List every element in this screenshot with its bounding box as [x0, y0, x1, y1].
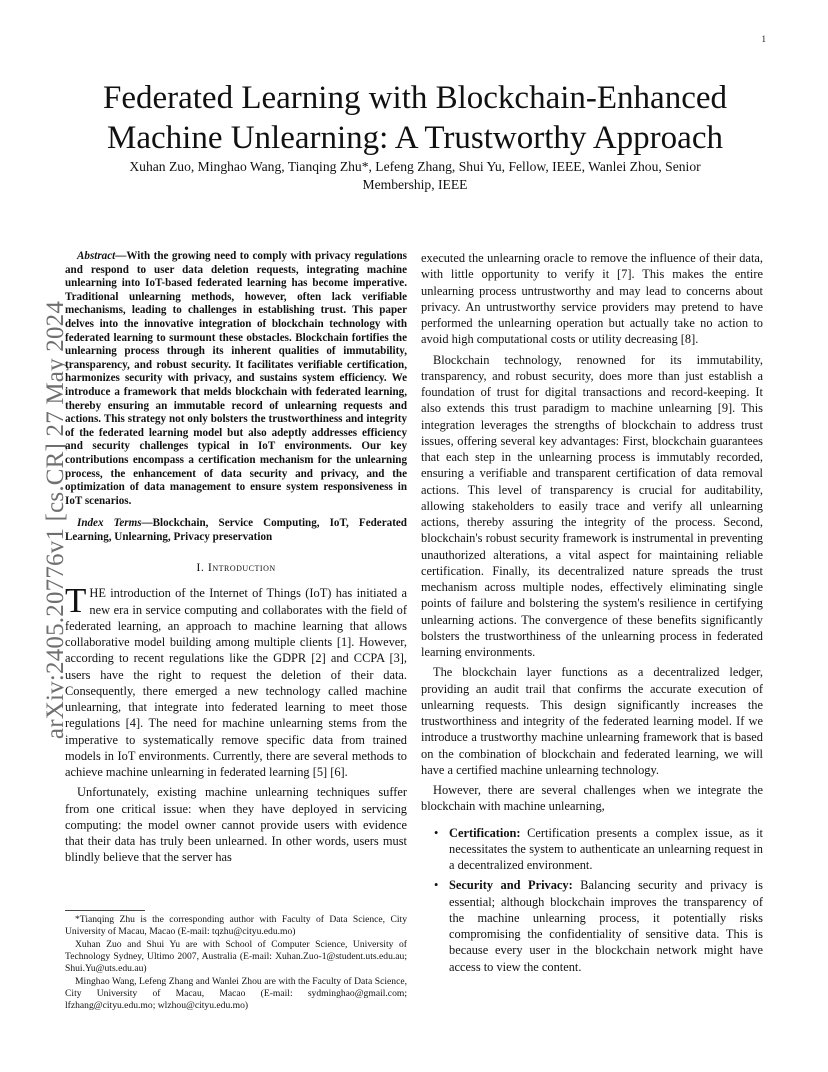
intro-paragraph-1	[65, 581, 407, 780]
intro-paragraph-3: Blockchain technology, renowned for its immutability, transparency, and robust security, does more than just establish a foundation of trust for digital transactions and record-keeping. It also extends this trust paradigm to machine unlearning [9]. This integration leverages the strengths of blockchain to address trust issues, offering several key advantages: First, blockchain guarantees that each step in the unlearning process is immutably recorded, ensuring a verifiable and transparent certification of data removal actions. This level of transparency is crucial for auditability, allowing stakeholders to easily trace and verify all unlearning actions, thereby assuring the integrity of the process. Second, blockchain's robust security framework is instrumental in preventing unauthorized alterations, a vital aspect for maintaining reliable certification. Finally, its decentralized nature spreads the trust mechanism across multiple nodes, effectively eliminating single points of failure and bolstering the system's resilience in certifying unlearning actions. The convergence of these benefits significantly bolsters the trustworthiness of the unlearning process in federated learning environments.	[421, 352, 763, 659]
list-item-certification	[421, 825, 763, 874]
footnote-corresponding-author: *Tianqing Zhu is the corresponding author with Faculty of Data Science, City University of Macau, Macao (E-mail: tqzhu@cityu.edu.mo)	[65, 914, 407, 937]
drop-cap: T	[65, 581, 87, 621]
intro-paragraph-1-text: HE introduction of the Internet of Things (IoT) has initiated a new era in service computing and collaborates with the field of federated learning, an approach to machine learning that allows collaborative model building among multiple clients [1]. However, according to recent regulations like the GDPR [2] and CCPA [3], users have the right to request the deletion of their data. Consequently, there emerged a new technology called machine unlearning, that integrate into federated learning to meet those regulations [4]. The need for machine unlearning stems from the imperative to systematically remove specific data from trained models in IoT environments. Currently, there are several methods to achieve machine unlearning in federated learning [5] [6].	[65, 586, 407, 780]
abstract	[65, 250, 407, 508]
title-line-2: Machine Unlearning: A Trustworthy Approach	[107, 120, 723, 156]
index-terms-text: —Blockchain, Service Computing, IoT, Federated Learning, Unlearning, Privacy preservation	[65, 517, 407, 543]
paper-title	[70, 78, 760, 158]
right-column	[421, 250, 763, 979]
author-list	[70, 158, 760, 194]
intro-paragraph-2: Unfortunately, existing machine unlearning techniques suffer from one critical issue: when they have deployed in servicing computing: the model owner cannot provide users with evidence that their data has truly been unlearned. In other words, users must blindly believe that the server has	[65, 785, 407, 865]
bullet-text: Certification presents a complex issue, as it necessitates the system to authenticate an unlearning request in a decentralized environment.	[449, 825, 763, 872]
bullet-label: Security and Privacy:	[449, 878, 573, 893]
footnotes	[65, 910, 407, 1013]
footnote-affiliation-cityu: Minghao Wang, Lefeng Zhang and Wanlei Zhou are with the Faculty of Data Science, City University of Macau, Macao (E-mail: sydminghao@gmail.com; lfzhang@cityu.edu.mo; wlzhou@cityu.edu.mo)	[65, 976, 407, 1011]
bullet-icon: •	[434, 825, 439, 840]
authors-line-2: Membership, IEEE	[362, 177, 468, 192]
bullet-label: Certification:	[449, 825, 521, 840]
section-heading-introduction: I. Introduction	[196, 560, 276, 575]
intro-paragraph-5: However, there are several challenges when we integrate the blockchain with machine unlearning,	[421, 783, 763, 814]
bullet-text: Balancing security and privacy is essential; although blockchain improves the transparency of the machine unlearning process, it potentially risks compromising the confidentiality of sensitive data. This is because every user in the blockchain network might have access to view the content.	[449, 878, 763, 974]
intro-paragraph-4: The blockchain layer functions as a decentralized ledger, providing an audit trail that confirms the accurate execution of unlearning requests. This design significantly increases the trustworthiness and integrity of the federated learning model. If we introduce a trustworthy machine unlearning framework that is based on the combination of blockchain and federated learning, we will have a certified machine unlearning technology.	[421, 665, 763, 777]
arxiv-identifier-stamp: arXiv:2405.20776v1 [cs.CR] 27 May 2024	[42, 300, 69, 740]
footnote-affiliation-uts: Xuhan Zuo and Shui Yu are with School of Computer Science, University of Technology Sydney, Ultimo 2007, Australia (E-mail: Xuhan.Zuo-1@student.uts.edu.au; Shui.Yu@uts.edu.au)	[65, 939, 407, 974]
page-number: 1	[761, 34, 766, 44]
authors-line-1: Xuhan Zuo, Minghao Wang, Tianqing Zhu*, Lefeng Zhang, Shui Yu, Fellow, IEEE, Wanlei Zhou, Senior	[129, 159, 701, 174]
intro-paragraph-2-continued: executed the unlearning oracle to remove the influence of their data, with little opportunity to verify it [7]. This makes the entire unlearning process untrustworthy and may lead to concerns about privacy. An untrustworthy service providers may pretend to have performed the unlearning operation but actually take no action to avoid high computational costs or utility decreasing [8].	[421, 251, 763, 347]
left-column	[65, 250, 407, 866]
title-line-1: Federated Learning with Blockchain-Enhanced	[102, 80, 727, 116]
abstract-label: Abstract	[77, 250, 116, 262]
list-item-security-privacy	[421, 877, 763, 975]
abstract-text: —With the growing need to comply with privacy regulations and respond to user data deletion requests, integrating machine unlearning into IoT-based federated learning has become imperative. Traditional unlearning methods, however, often lack verifiable mechanisms, leading to challenges in establishing trust. This paper delves into the innovative integration of blockchain technology with federated learning to surmount these obstacles. Blockchain fortifies the unlearning process through its inherent qualities of immutability, transparency, and robust security. It facilitates verifiable certification, harmonizes security with privacy, and sustains system efficiency. We introduce a framework that melds blockchain with federated learning, thereby ensuring an immutable record of unlearning requests and actions. This strategy not only bolsters the trustworthiness and integrity of the federated learning model but also adeptly addresses efficiency and security challenges typical in IoT environments. Our key contributions encompass a certification mechanism for the unlearning process, the enhancement of data security and privacy, and the optimization of data management to ensure system responsiveness in IoT scenarios.	[65, 250, 407, 507]
challenge-list	[421, 825, 763, 975]
bullet-icon: •	[434, 878, 439, 893]
index-terms-label: Index Terms	[77, 517, 142, 530]
index-terms	[65, 517, 407, 544]
footnote-rule	[65, 910, 145, 911]
